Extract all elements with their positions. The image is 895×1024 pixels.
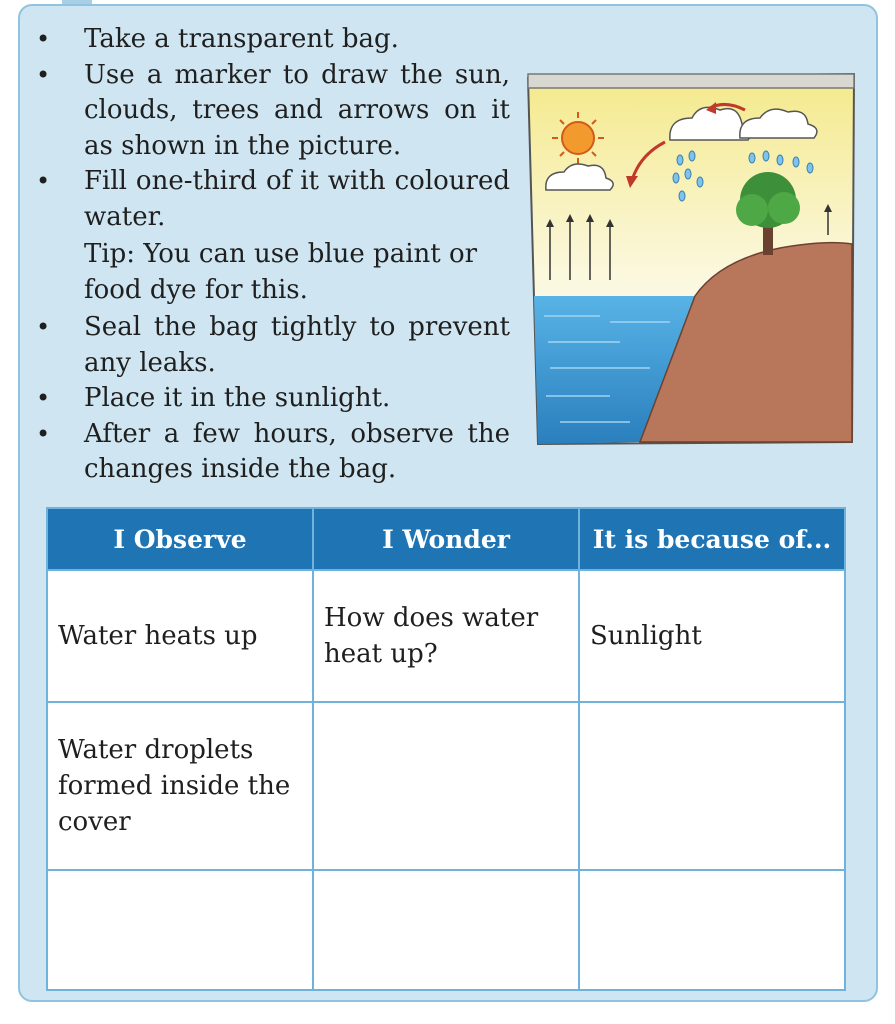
- step-item: • Seal the bag tightly to prevent any leaks.: [30, 310, 510, 381]
- table-cell: [47, 870, 313, 990]
- step-item: • Fill one-third of it with coloured water.: [30, 164, 510, 235]
- table-row: [47, 570, 845, 702]
- table-cell: Water heats up: [47, 570, 313, 702]
- step-item: • Use a marker to draw the sun, clouds, trees and arrows on it as shown in the picture.: [30, 58, 510, 165]
- water-cycle-bag-illustration: [520, 70, 860, 445]
- tip-text: Tip: You can use blue paint or food dye for this.: [84, 239, 478, 305]
- table-row: [47, 702, 845, 870]
- table-row: [47, 870, 845, 990]
- header-i-wonder: I Wonder: [313, 508, 579, 570]
- table-cell: [579, 702, 845, 870]
- header-because-of: It is because of...: [579, 508, 845, 570]
- table-cell: [579, 870, 845, 990]
- step-item: • Take a transparent bag.: [30, 22, 510, 58]
- step-item: • Place it in the sunlight.: [30, 381, 510, 417]
- observation-table: [46, 507, 846, 991]
- table-header-row: [47, 508, 845, 570]
- activity-steps: [30, 22, 510, 488]
- bag-seal: [528, 74, 854, 88]
- header-i-observe: I Observe: [47, 508, 313, 570]
- table-cell: Water droplets formed inside the cover: [47, 702, 313, 870]
- step-item: • After a few hours, observe the changes inside the bag.: [30, 417, 510, 488]
- table-cell: [313, 870, 579, 990]
- table-cell: [313, 702, 579, 870]
- table-cell: Sunlight: [579, 570, 845, 702]
- table-cell: How does water heat up?: [313, 570, 579, 702]
